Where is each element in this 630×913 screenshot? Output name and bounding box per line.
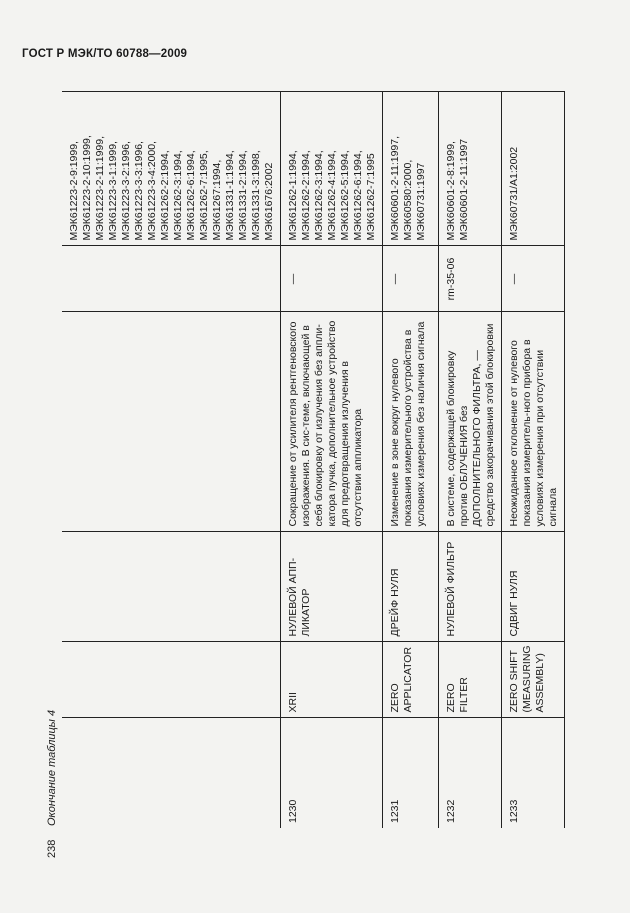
source-line: МЭК61262-2:1994, — [300, 150, 312, 241]
table-body — [62, 92, 565, 828]
term-number: 1231 — [383, 718, 439, 828]
term-russian: НУЛЕВОЙ ФИЛЬТР — [439, 532, 502, 642]
source-line: МЭК61676:2002 — [263, 162, 275, 241]
term-reference — [62, 246, 281, 312]
source-line: МЭК60601-2-8:1999, — [445, 141, 457, 241]
source-line: МЭК61223-3-4:2000, — [146, 141, 158, 241]
term-number — [62, 718, 281, 828]
term-number: 1233 — [502, 718, 565, 828]
source-line: МЭК61223-2-9:1999, — [68, 141, 80, 241]
term-reference: — — [281, 246, 383, 312]
term-russian: СДВИГ НУЛЯ — [502, 532, 565, 642]
source-line: МЭК60731/A1:2002 — [508, 146, 520, 241]
term-definition: В системе, содержащей блокировку против ОБЛУЧЕНИЯ без ДОПОЛНИТЕЛЬНОГО ФИЛЬТРА, — средство закорачивания этой блокировки — [439, 312, 502, 532]
term-sources — [439, 92, 502, 246]
source-line: МЭК61262-2:1994, — [159, 150, 171, 241]
source-line: МЭК61262-1:1994, — [287, 150, 299, 241]
term-russian — [62, 532, 281, 642]
source-line: МЭК61223-3-1:1999, — [107, 141, 119, 241]
term-russian: НУЛЕВОЙ АПП-ЛИКАТОР — [281, 532, 383, 642]
table-caption: Окончание таблицы 4 — [46, 709, 58, 826]
source-line: МЭК61262-3:1994, — [172, 150, 184, 241]
source-line: МЭК61223-3-2:1996, — [120, 141, 132, 241]
term-english: ZERO FILTER — [439, 642, 502, 718]
source-line: МЭК61223-2-11:1999, — [94, 135, 106, 241]
source-line: МЭК60601-2-11:1997 — [458, 138, 470, 241]
rotated-table-container — [62, 92, 559, 828]
source-line: МЭК61262-5:1994, — [339, 150, 351, 241]
term-sources — [62, 92, 281, 246]
source-line: МЭК61262-7:1995 — [365, 153, 377, 241]
source-line: МЭК61223-3-3:1996, — [133, 141, 145, 241]
term-english — [62, 642, 281, 718]
term-reference: — — [383, 246, 439, 312]
term-english: XRII — [281, 642, 383, 718]
source-line: МЭК60601-2-11:1997, — [389, 135, 401, 241]
term-reference: — — [502, 246, 565, 312]
source-line: МЭК61262-7:1995, — [198, 150, 210, 241]
term-definition: Сокращение от усилителя рентгеновского изображения. В сис-теме, включающей в себя блокировку от излучения без аппли-катора пучка, дополнительное устройство для предотвращения излучения в отсутствии аппликатора — [281, 312, 383, 532]
term-definition — [62, 312, 281, 532]
table-row — [281, 92, 383, 828]
terms-table — [62, 92, 565, 829]
table-row — [439, 92, 502, 828]
source-line: МЭК60731:1997 — [415, 162, 427, 241]
term-sources — [281, 92, 383, 246]
term-sources — [383, 92, 439, 246]
page-header: ГОСТ Р МЭК/ТО 60788—2009 — [22, 48, 188, 60]
term-english: ZERO SHIFT (MEASURING ASSEMBLY) — [502, 642, 565, 718]
source-line: МЭК61223-2-10:1999, — [81, 135, 93, 241]
source-line: МЭК61262-6:1994, — [185, 150, 197, 241]
source-line: МЭК61331-1:1994, — [224, 150, 236, 241]
source-line: МЭК61331-2:1994, — [237, 150, 249, 241]
term-definition: Изменение в зоне вокруг нулевого показания измерительного устройства в условиях измерения без наличия сигнала — [383, 312, 439, 532]
table-row — [62, 92, 281, 828]
page-number: 238 — [46, 839, 58, 858]
term-sources — [502, 92, 565, 246]
term-definition: Неожиданное отклонение от нулевого показания измеритель-ного прибора в условиях измерения при отсутствии сигнала — [502, 312, 565, 532]
term-reference: rm-35-06 — [439, 246, 502, 312]
table-row — [502, 92, 565, 828]
source-line: МЭК61262-3:1994, — [313, 150, 325, 241]
term-russian: ДРЕЙФ НУЛЯ — [383, 532, 439, 642]
source-line: МЭК61262-4:1994, — [326, 150, 338, 241]
term-number: 1230 — [281, 718, 383, 828]
term-english: ZERO APPLICATOR — [383, 642, 439, 718]
source-line: МЭК61331-3:1998, — [250, 150, 262, 241]
source-line: МЭК61267:1994, — [211, 159, 223, 241]
source-line: МЭК60580:2000, — [402, 159, 414, 241]
term-number: 1232 — [439, 718, 502, 828]
source-line: МЭК61262-6:1994, — [352, 150, 364, 241]
table-row — [383, 92, 439, 828]
